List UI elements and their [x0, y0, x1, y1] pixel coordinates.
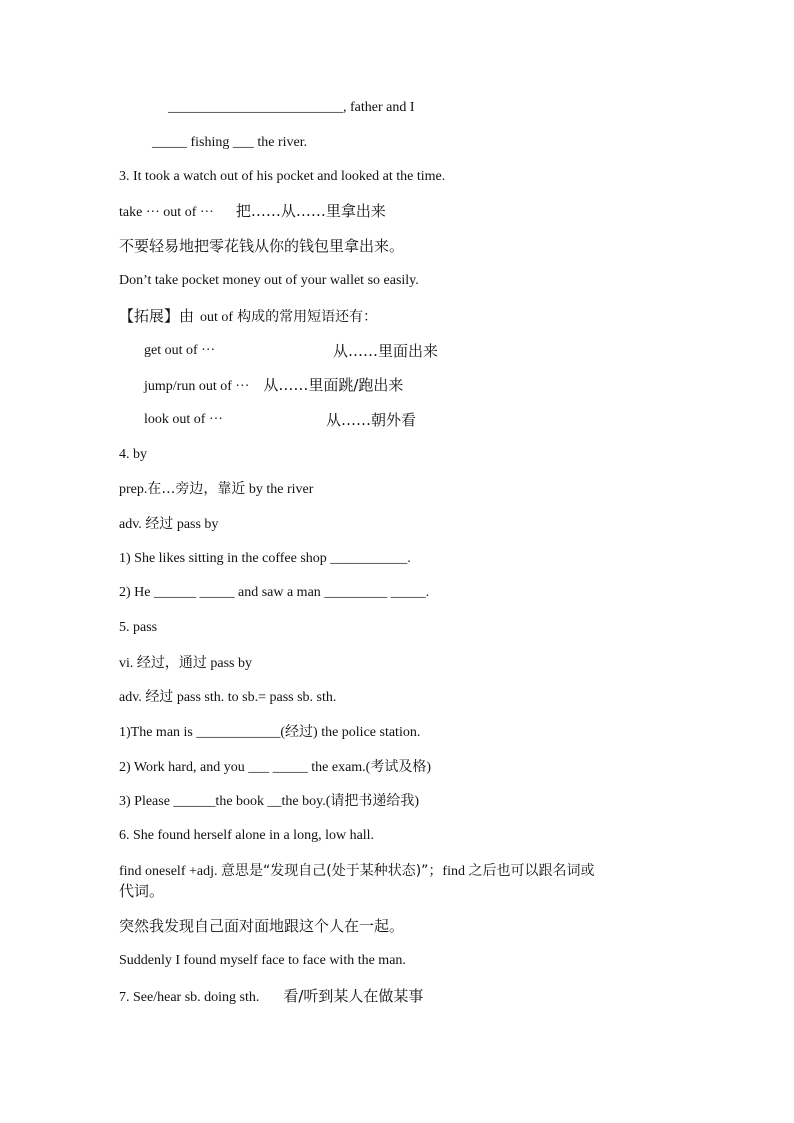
exercise-line	[152, 133, 307, 153]
explanation-line	[119, 861, 594, 882]
heading-text: 6. She found herself alone in a long, low hall.	[119, 828, 375, 843]
pos-label: adv.	[119, 517, 146, 532]
phrase-item-zh: 从……里面跳/跑出来	[263, 376, 404, 394]
explanation-en: find oneself +adj.	[119, 864, 221, 879]
definition-zh: 经过，通过	[136, 655, 207, 671]
heading-text: 4. by	[119, 447, 147, 462]
exercise-hint-zh: 请把书递给我	[330, 793, 415, 809]
phrase-item	[144, 410, 223, 430]
exercise-hint-zh: 经过	[285, 724, 314, 740]
phrase-item-en: look out of ···	[144, 412, 223, 427]
definition-zh: 经过	[145, 689, 174, 705]
exercise-hint-zh: 考试及格	[370, 759, 427, 775]
phrase-item-meaning	[326, 410, 416, 430]
pos-label: adv.	[119, 690, 146, 705]
definition-line	[119, 514, 218, 535]
section-heading	[119, 986, 423, 1008]
exercise-line	[119, 791, 419, 812]
example-zh-text: 突然我发现自己面对面地跟这个人在一起。	[119, 917, 405, 935]
explanation-zh: 意思是“发现自己(处于某种状态)”；	[220, 863, 443, 879]
exercise-line	[168, 98, 415, 118]
phrase-item-zh: 从……里面出来	[333, 342, 439, 360]
exercise-text: 2) Work hard, and you ___ _____ the exam.(	[119, 760, 371, 775]
extension-desc: 构成的常用短语还有：	[237, 309, 378, 325]
example-en	[119, 271, 419, 291]
exercise-text: 1)The man is ____________(	[119, 725, 286, 740]
exercise-text: 1) She likes sitting in the coffee shop ___________.	[119, 551, 411, 566]
phrase-item-meaning	[333, 341, 438, 361]
exercise-text: 2) He ______ _____ and saw a man _________ _____.	[119, 585, 430, 600]
exercise-text: _____ fishing ___ the river.	[152, 135, 308, 150]
section-heading	[119, 826, 374, 846]
example-zh	[119, 236, 404, 256]
section-heading	[119, 618, 157, 638]
exercise-line	[119, 583, 429, 603]
definition-en: pass by	[173, 517, 219, 532]
definition-en: by the river	[245, 482, 314, 497]
pos-label: vi.	[119, 656, 137, 671]
section-heading	[119, 167, 445, 187]
definition-zh: 经过	[145, 516, 174, 532]
exercise-text: )	[414, 794, 420, 809]
heading-text: 3. It took a watch out of his pocket and looked at the time.	[119, 169, 446, 184]
extension-phrase: out of	[200, 310, 234, 325]
phrase-item-zh: 从……朝外看	[326, 411, 417, 429]
example-en-text: Don’t take pocket money out of your wallet so easily.	[119, 273, 419, 288]
pos-label: prep.	[119, 482, 148, 497]
explanation-zh: 之后也可以跟名词或	[468, 863, 595, 879]
phrase-item-en: get out of ···	[144, 343, 216, 358]
phrase-item	[144, 341, 215, 361]
definition-line	[119, 479, 313, 500]
definition-en: pass by	[206, 656, 253, 671]
example-en	[119, 951, 406, 971]
extension-heading	[119, 306, 377, 328]
phrase-line	[119, 201, 386, 223]
exercise-line	[119, 757, 431, 778]
section-heading	[119, 445, 147, 465]
explanation-zh: 代词。	[119, 882, 165, 900]
exercise-text: )	[426, 760, 432, 775]
example-zh	[119, 916, 404, 936]
heading-text: 7. See/hear sb. doing sth.	[119, 990, 260, 1005]
extension-label: 【拓展】由	[119, 307, 195, 325]
example-en-text: Suddenly I found myself face to face with the man.	[119, 953, 406, 968]
phrase-item	[144, 375, 403, 397]
definition-en: pass sth. to sb.= pass sb. sth.	[173, 690, 337, 705]
phrase-item-en: jump/run out of ···	[144, 379, 250, 394]
example-zh-text: 不要轻易地把零花钱从你的钱包里拿出来。	[119, 237, 405, 255]
explanation-en: find	[442, 864, 469, 879]
heading-text: 5. pass	[119, 620, 158, 635]
definition-zh: 在…旁边，靠近	[147, 481, 246, 497]
exercise-text: _________________________, father and I	[168, 100, 415, 115]
exercise-line	[119, 549, 411, 569]
definition-line	[119, 653, 252, 674]
definition-line	[119, 687, 336, 708]
exercise-text: ) the police station.	[313, 725, 421, 740]
exercise-text: 3) Please ______the book __the boy.(	[119, 794, 331, 809]
exercise-line	[119, 722, 420, 743]
phrase-zh: 把……从……里拿出来	[235, 202, 386, 220]
explanation-line	[119, 881, 164, 901]
phrase-en: take ··· out of ···	[119, 205, 214, 220]
heading-zh: 看/听到某人在做某事	[283, 987, 424, 1005]
